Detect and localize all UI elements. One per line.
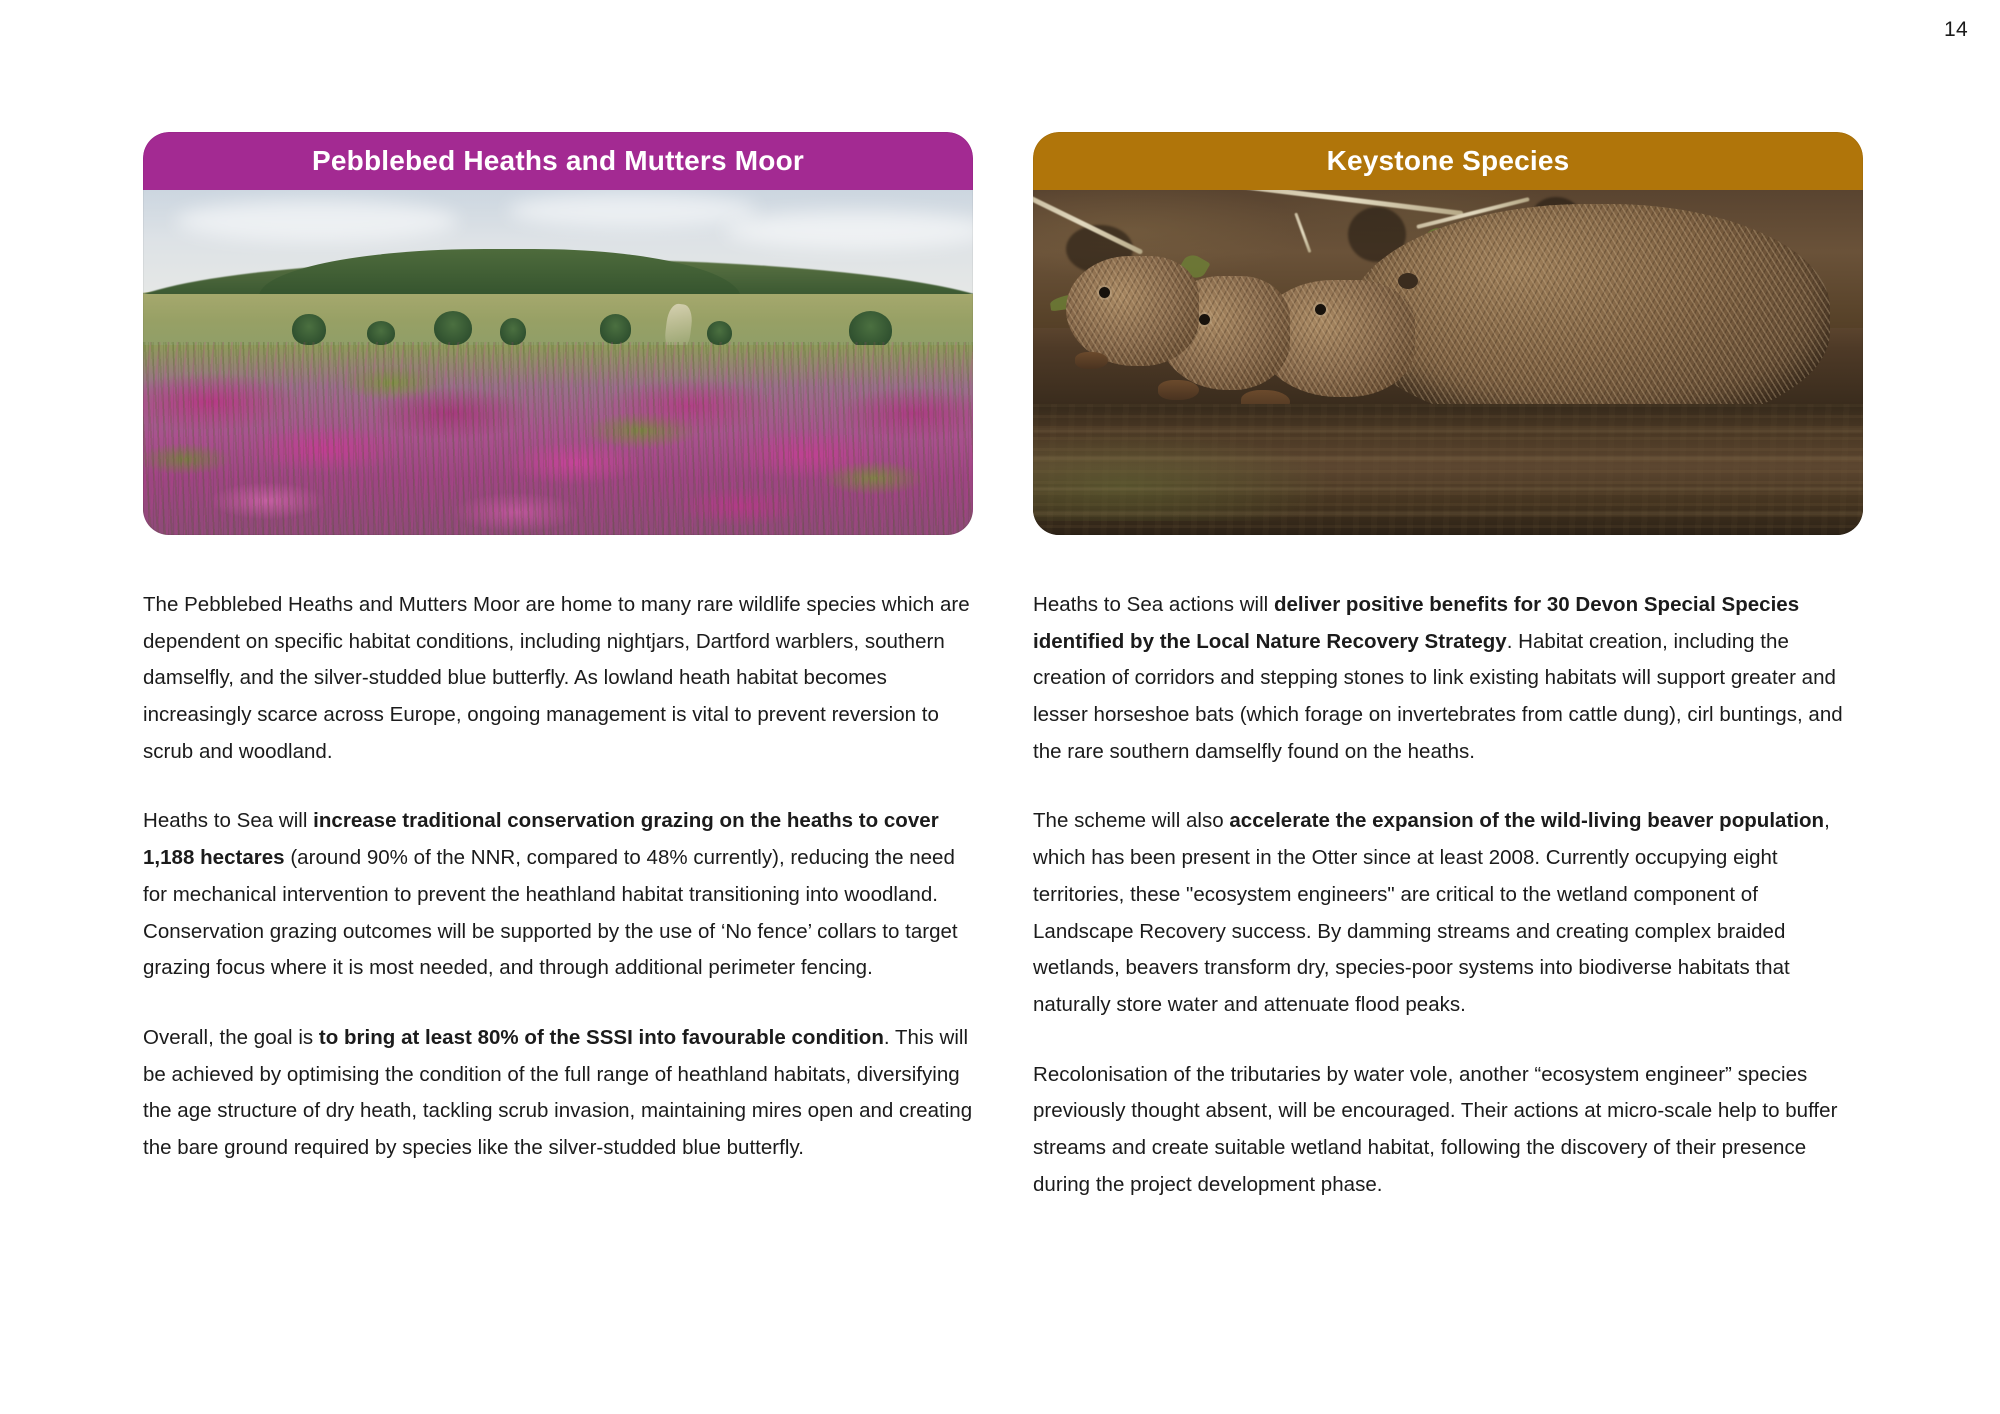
ripple	[1033, 430, 1863, 432]
media-card-keystone-species	[1033, 132, 1863, 535]
paragraph	[143, 1020, 973, 1167]
emphasis-run: deliver positive benefits for 30 Devon Special Species identified by the Local Nature Recovery Strategy	[1033, 593, 1800, 653]
ripple	[1033, 457, 1863, 459]
text-run: (around 90% of the NNR, compared to 48% currently), reducing the need for mechanical intervention to prevent the heathland habitat transitioning into woodland. Conservation grazing outcomes will be supported by the use of ‘No fence’ collars to target grazing focus where it is most needed, and through additional perimeter fencing.	[143, 846, 958, 980]
paragraph	[143, 803, 973, 986]
text-run: Heaths to Sea actions will	[1033, 593, 1274, 616]
paragraph	[1033, 803, 1863, 1023]
text-run: . This will be achieved by optimising the condition of the full range of heathland habitats, diversifying the age structure of dry heath, tackling scrub invasion, maintaining mires open and creating the bare ground required by species like the silver-studded blue butterfly.	[143, 1025, 973, 1159]
column-left	[143, 132, 973, 1414]
emphasis-run: increase traditional conservation grazing on the heaths to cover 1,188 hectares	[143, 809, 939, 870]
card-header-keystone-species	[1033, 132, 1863, 190]
water-weed	[1033, 432, 1332, 522]
card-title: Pebblebed Heaths and Mutters Moor	[312, 145, 804, 176]
tree-icon	[434, 311, 472, 346]
text-run: , which has been present in the Otter since at least 2008. Currently occupying eight territories, these "ecosystem engineers" are critical to the wetland component of Landscape Recovery success. By damming streams and creating complex braided wetlands, beavers transform dry, species-poor systems into biodiverse habitats that naturally store water and attenuate flood peaks.	[1033, 809, 1830, 1016]
tree-icon	[600, 314, 632, 343]
fur-texture	[1348, 204, 1829, 432]
page-number: 14	[1944, 18, 1968, 41]
heather-texture	[143, 342, 973, 535]
emphasis-run: to bring at least 80% of the SSSI into favourable condition	[318, 1025, 884, 1049]
paragraph	[1033, 587, 1863, 770]
text-run: Overall, the goal is	[143, 1025, 319, 1049]
beaver-ear	[1398, 273, 1418, 289]
text-run: The Pebblebed Heaths and Mutters Moor are home to many rare wildlife species which are dependent on specific habitat conditions, including nightjars, Dartford warblers, southern damselfly, and the silver-studded blue butterfly. As lowland heath habitat becomes increasingly scarce across Europe, ongoing management is vital to prevent reversion to scrub and woodland.	[143, 593, 970, 763]
cloud-icon	[508, 193, 757, 228]
paragraph	[1033, 1057, 1863, 1204]
text-run: . Habitat creation, including the creation of corridors and stepping stones to link existing habitats will support greater and lesser horseshoe bats (which forage on invertebrates from cattle dung), cirl buntings, and the rare southern damselfly found on the heaths.	[1033, 629, 1843, 763]
heathland-photo	[143, 190, 973, 535]
tree-icon	[292, 314, 325, 345]
media-card-pebblebed-heaths	[143, 132, 973, 535]
beaver-photo	[1033, 190, 1863, 535]
beaver-paw	[1075, 352, 1108, 369]
emphasis-run: accelerate the expansion of the wild-living beaver population	[1229, 809, 1825, 833]
cloud-icon	[724, 211, 973, 249]
ripple	[1033, 512, 1863, 514]
body-text-left	[143, 587, 973, 1167]
text-run: The scheme will also	[1033, 809, 1230, 833]
card-header-pebblebed-heaths	[143, 132, 973, 190]
beaver-paw	[1158, 380, 1200, 401]
card-title: Keystone Species	[1326, 145, 1570, 176]
cloud-icon	[176, 200, 458, 241]
fur-texture	[1066, 256, 1199, 366]
beaver-eye	[1315, 304, 1326, 315]
column-right	[1033, 132, 1863, 1414]
beaver-adult	[1348, 204, 1829, 432]
body-text-right	[1033, 587, 1863, 1203]
beaver-head-left	[1066, 256, 1199, 366]
text-run: Heaths to Sea will	[143, 809, 314, 833]
text-run: Recolonisation of the tributaries by water vole, another “ecosystem engineer” species previously thought absent, will be encouraged. Their actions at micro-scale help to buffer streams and create suitable wetland habitat, following the discovery of their presence during the project development phase.	[1033, 1062, 1838, 1196]
beaver-eye	[1099, 287, 1110, 298]
paragraph	[143, 587, 973, 770]
ripple	[1033, 488, 1863, 490]
